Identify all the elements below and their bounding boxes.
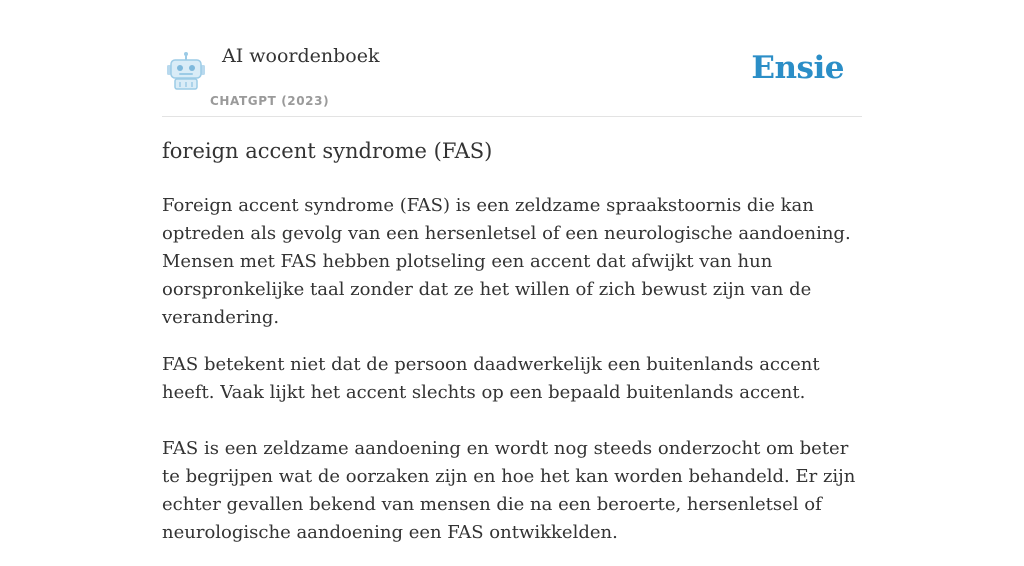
- entry-term: foreign accent syndrome (FAS): [162, 139, 493, 163]
- definition-paragraph: FAS is een zeldzame aandoening en wordt nog steeds onderzocht om beter te begrijpen wat de oorzaken zijn en hoe het kan worden behandeld. Er zijn echter gevallen bekend van mensen die na een beroerte, hersenletsel of neurologische aandoening een FAS ontwikkelden.: [162, 438, 856, 543]
- entry-header: [162, 0, 862, 117]
- source-name[interactable]: AI woordenboek: [222, 45, 380, 67]
- brand-logo[interactable]: Ensie: [751, 50, 844, 86]
- definition-paragraph: Foreign accent syndrome (FAS) is een zeldzame spraakstoornis die kan optreden als gevolg van een hersenletsel of een neurologische aandoening. Mensen met FAS hebben plotseling een accent dat afwijkt van hun oorspronkelijke taal zonder dat ze het willen of zich bewust zijn van de verandering.: [162, 195, 851, 328]
- entry-definition: [162, 192, 862, 566]
- source-meta: CHATGPT (2023): [210, 94, 330, 108]
- robot-icon: [166, 51, 206, 91]
- definition-paragraph: FAS betekent niet dat de persoon daadwerkelijk een buitenlands accent heeft. Vaak lijkt het accent slechts op een bepaald buitenlands accent.: [162, 354, 820, 403]
